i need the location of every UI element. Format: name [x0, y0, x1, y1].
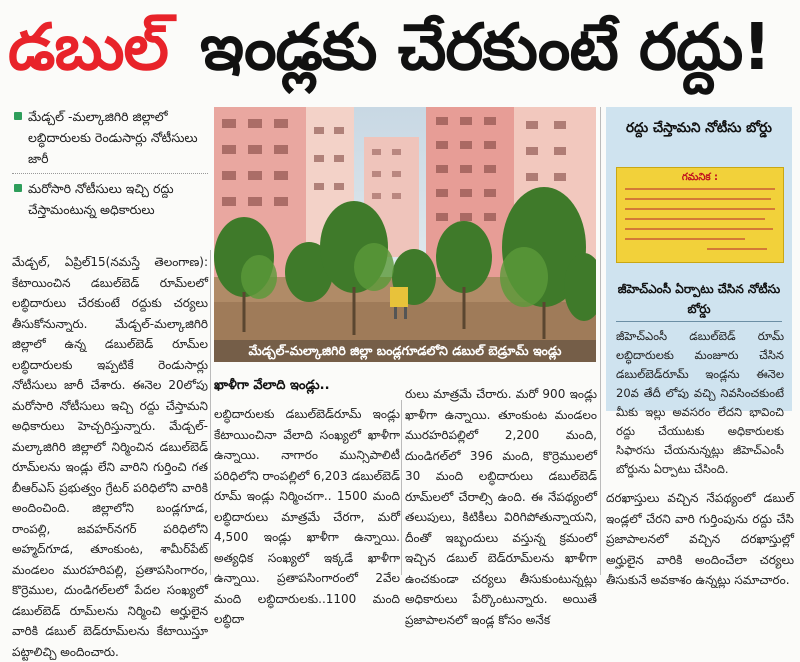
- notice-text-line: [625, 188, 775, 190]
- headline: [0, 0, 800, 100]
- bullet-list: [12, 106, 208, 224]
- section-subheading: ఖాళీగా వేలాది ఇండ్లు..: [214, 378, 330, 393]
- divider: [210, 250, 211, 575]
- notice-text-line: [625, 228, 773, 230]
- apartment-buildings-image: [214, 107, 596, 362]
- article-column-4: దరఖాస్తులు వచ్చిన నేపథ్యంలో డబుల్ ఇండ్లలో చేరని వారి గుర్తింపును రద్దు చేసి ప్రజాపాలనలో వచ్చిన దరఖాస్తుల్లో అర్హులైన వారికి అందించేలా చర్యలు తీసుకునే అవకాశం ఉన్నట్లు సమాచారం.: [606, 491, 794, 587]
- photo-caption: మేడ్చల్-మల్కాజిగిరి జిల్లా బండ్లగూడలోని డబుల్ బెడ్రూమ్ ఇండ్లు: [214, 340, 596, 362]
- article-photo: [214, 107, 596, 362]
- notice-sidebox: [606, 107, 792, 476]
- divider: [401, 400, 402, 575]
- divider: [616, 321, 782, 322]
- bullet-item: మరోసారి నోటీసులు ఇచ్చి రద్దు చేస్తామంటున్న అధికారులు: [12, 178, 208, 220]
- notice-board-heading: గమనిక :: [681, 172, 719, 183]
- headline-red: డబుల్: [8, 11, 168, 85]
- notice-board-image: [616, 167, 784, 263]
- article-column-3: రులు మాత్రమే చేరారు. మరో 900 ఇండ్లు ఖాళీగా ఉన్నాయి. తూంకుంట మండలం మురహరిపల్లిలో 2,200 మంది, దుండిగల్‌లో 396 మంది, కొర్రెములలో 30 మంది లబ్ధిదారులు డబుల్‌బెడ్ రూమ్‌లలో చేరాల్సి ఉంది. ఈ నేపథ్యంలో తలుపులు, కిటికీలు విరిగిపోతున్నాయని, దీంతో ఇబ్బందులు వస్తున్న క్రమంలో ఇచ్చిన డబుల్ బెడ్‌రూమ్‌లను ఖాళీగా ఉంచకుండా చర్యలు తీసుకుంటున్నట్లు అధికారులు పేర్కొంటున్నారు. అయితే ప్రజాపాలనలో ఇండ్ల కోసం అనేక: [405, 387, 597, 627]
- headline-black: ఇండ్లకు చేరకుంటే రద్దు!: [200, 11, 771, 85]
- notice-caption: జీహెచ్ఎంసీ ఏర్పాటు చేసిన నోటీసు బోర్డు: [617, 282, 781, 316]
- notice-text-line: [625, 238, 745, 240]
- article-column-1: మేడ్చల్, ఏప్రిల్15(నమస్తే తెలంగాణ): కేటాయించిన డబుల్‌బెడ్ రూమ్‌లలో లబ్ధిదారులు చేరకుంటే రద్దుకు చర్యలు తీసుకోనున్నారు. మేడ్చల్-మల్కాజిగిరి జిల్లాలో ఉన్న డబుల్‌బెడ్ రూమ్‌ల లబ్ధిదారులకు ఇప్పటికే రెండుసార్లు నోటీసులు జారీ చేశారు. ఈనెల 20లోపు మరోసారి నోటీసులు ఇచ్చి రద్దు చేస్తామని అధికారులు హెచ్చరిస్తున్నారు. మేడ్చల్-మల్కాజిగిరి జిల్లాలో నిర్మించిన డబుల్‌బెడ్ రూమ్‌లను ఇండ్లు లేని వారిని గుర్తించి గత బీఆర్‌ఎస్ ప్రభుత్వం గ్రేటర్ పరిధిలోని వారికి అందించింది. జిల్లాలోని బండ్లగూడ, రాంపల్లి, జవహర్‌నగర్ పరిధిలోని అహ్మద్‌గూడ, తూంకుంట, శామీర్‌పేట్ మండలం మురహరిపల్లి, ప్రతాపసింగారం, కొర్రెముల, దుండిగల్‌లలో పేదల సంఖ్యలో డబుల్‌బెడ్ రూమ్‌లను నిర్మించి అర్హులైన వారికి డబుల్ బెడ్‌రూమ్‌లను కేటాయిస్తూ పట్టాలిచ్చి అందించారు.: [12, 255, 208, 659]
- divider: [12, 173, 208, 174]
- sidebox-title: రద్దు చేస్తామని నోటీసు బోర్డు: [626, 120, 772, 136]
- bullet-item: మేడ్చల్ -మల్కాజిగిరి జిల్లాలో లబ్ధిదారులకు రెండుసార్లు నోటీసులు జారీ: [12, 106, 208, 169]
- notice-text-line: [707, 248, 767, 250]
- divider: [600, 107, 601, 575]
- sidebox-text: జీహెచ్ఎంసీ డబుల్‌బెడ్ రూమ్ లబ్ధిదారులకు మంజూరు చేసిన డబుల్‌బెడ్‌రూమ్ ఇండ్లను ఈనెల 20వ తేదీ లోపు వచ్చి నివసించకుంటే మీకు ఇల్లు అవసరం లేదని భావించి రద్దు చేయుటకు అధికారులకు సిఫారసు చేయనున్నట్లు జీహెచ్ఎంసీ బోర్డును ఏర్పాటు చేసింది.: [616, 329, 784, 476]
- notice-text-line: [625, 208, 775, 210]
- notice-text-line: [625, 218, 765, 220]
- article-column-2: లబ్ధిదారులకు డబుల్‌బెడ్‌రూమ్ ఇండ్లు కేటాయించినా వేలాది సంఖ్యలో ఖాళీగా ఉన్నాయి. నాగారం మున్సిపాలిటీ పరిధిలోని రాంపల్లిలో 6,203 డబుల్‌బెడ్ రూమ్ ఇండ్లు నిర్మించగా.. 1500 మంది లబ్ధిదారులు మాత్రమే చేరగా, మరో 4,500 ఇండ్లు ఖాళీగా ఉన్నాయి. అత్యధిక సంఖ్యలో ఇక్కడే ఖాళీగా ఉన్నాయి. ప్రతాపసింగారంలో 2వేల మంది లబ్ధిదారులకు..1100 మంది లబ్ధిదా: [214, 407, 400, 626]
- notice-text-line: [625, 198, 771, 200]
